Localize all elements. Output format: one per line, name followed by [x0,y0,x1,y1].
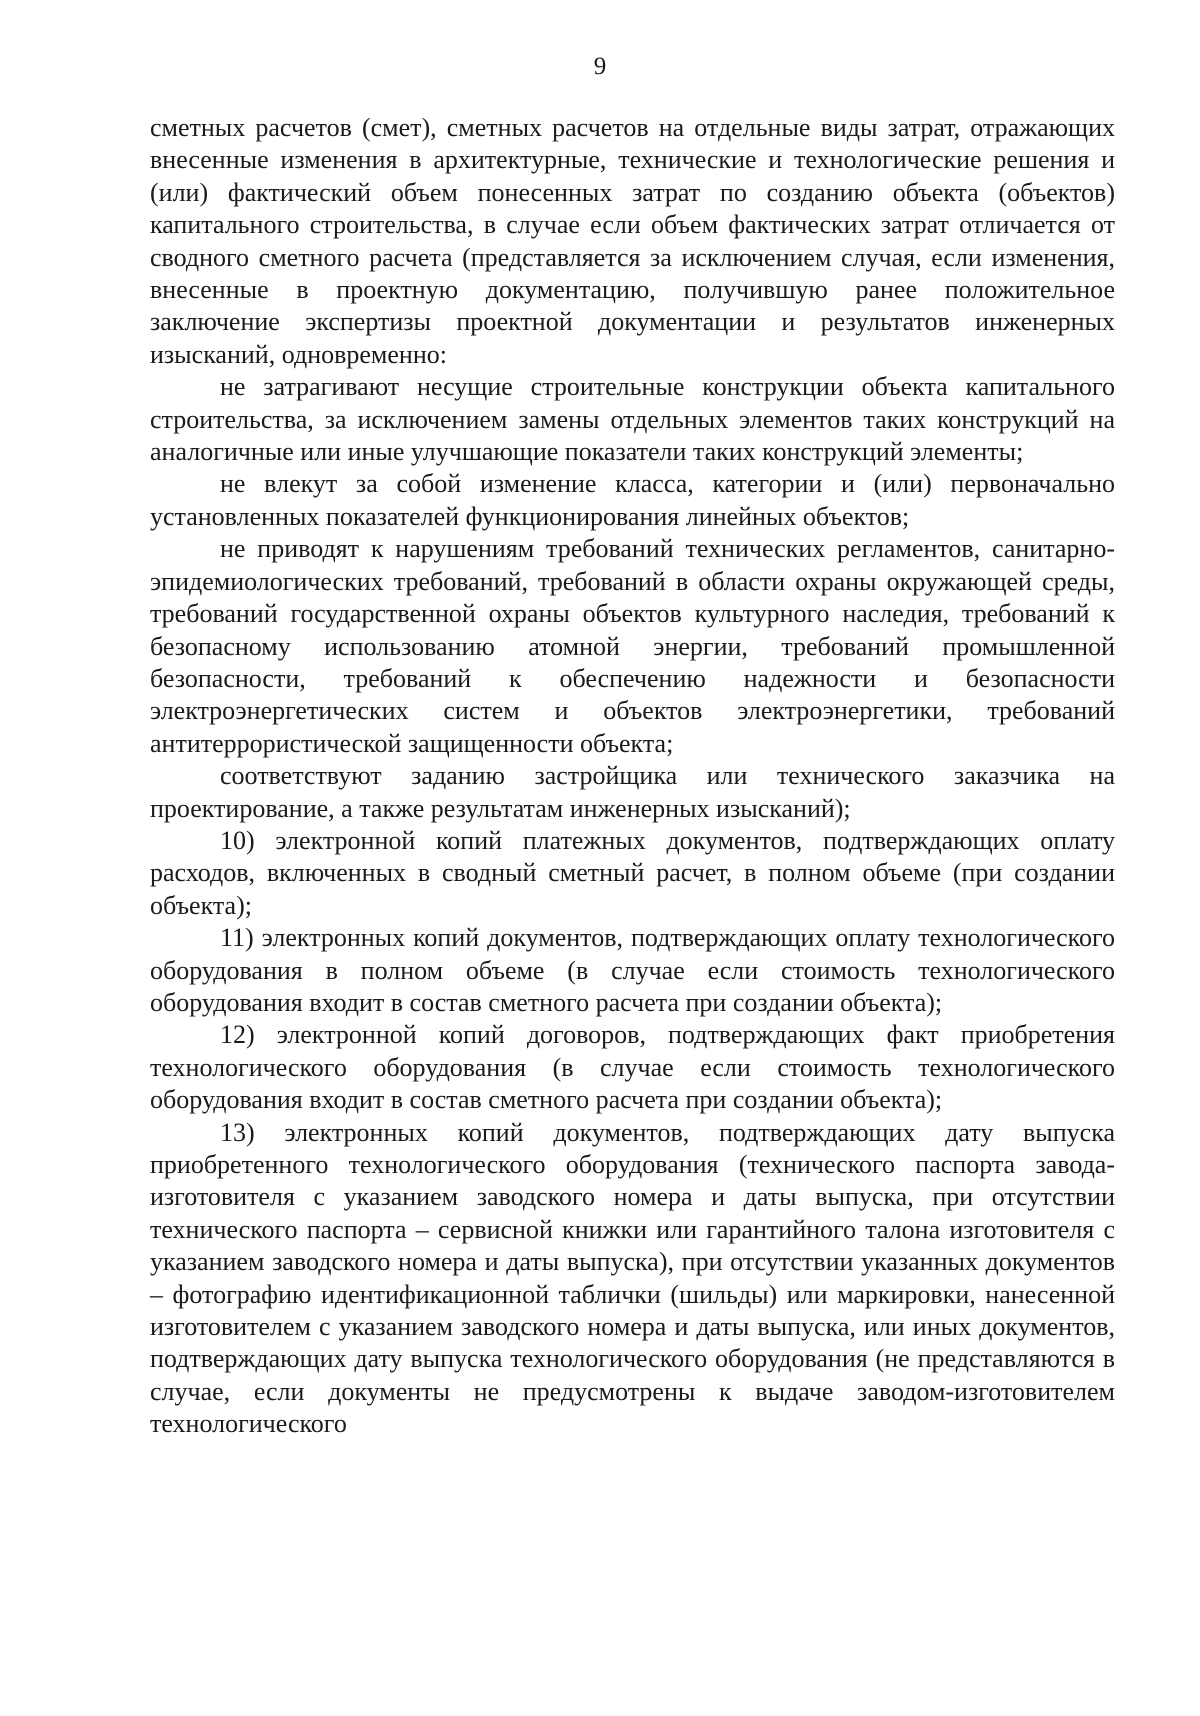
paragraph-requirements-violations: не приводят к нарушениям требований технических регламентов, санитарно-эпидемиологических требований, требований в области охраны окружающей среды, требований государственной охраны объектов культурного наследия, требований к безопасному использованию атомной энергии, требований промышленной безопасности, требований к обеспечению надежности и безопасности электроэнергетических систем и объектов электроэнергетики, требований антитеррористической защищенности объекта; [150,534,1115,758]
list-item-12: 12) электронной копий договоров, подтверждающих факт приобретения технологического оборудования (в случае если стоимость технологического оборудования входит в состав сметного расчета при создании объекта); [150,1020,1115,1115]
paragraph-design-assignment: соответствуют заданию застройщика или технического заказчика на проектирование, а также результатам инженерных изысканий); [150,761,1115,823]
page-number: 9 [593,53,607,80]
document-body [150,112,1115,1441]
list-item-10: 10) электронной копий платежных документов, подтверждающих оплату расходов, включенных в сводный сметный расчет, в полном объеме (при создании объекта); [150,825,1115,920]
paragraph-estimates: сметных расчетов (смет), сметных расчетов на отдельные виды затрат, отражающих внесенные изменения в архитектурные, технические и технологические решения и (или) фактический объем понесенных затрат по созданию объекта (объектов) капитального строительства, в случае если объем фактических затрат отличается от сводного сметного расчета (представляется за исключением случая, если изменения, внесенные в проектную документацию, получившую ранее положительное заключение экспертизы проектной документации и результатов инженерных изысканий, одновременно: [150,113,1115,369]
list-item-11: 11) электронных копий документов, подтверждающих оплату технологического оборудования в полном объеме (в случае если стоимость технологического оборудования входит в состав сметного расчета при создании объекта); [150,923,1115,1017]
paragraph-load-bearing-structures: не затрагивают несущие строительные конструкции объекта капитального строительства, за исключением замены отдельных элементов таких конструкций на аналогичные или иные улучшающие показатели таких конструкций элементы; [150,372,1115,467]
paragraph-linear-objects: не влекут за собой изменение класса, категории и (или) первоначально установленных показателей функционирования линейных объектов; [150,469,1115,531]
list-item-13: 13) электронных копий документов, подтверждающих дату выпуска приобретенного технологического оборудования (технического паспорта завода-изготовителя с указанием заводского номера и даты выпуска, при отсутствии технического паспорта – сервисной книжки или гарантийного талона изготовителя с указанием заводского номера и даты выпуска), при отсутствии указанных документов – фотографию идентификационной таблички (шильды) или маркировки, нанесенной изготовителем с указанием заводского номера и даты выпуска, или иных документов, подтверждающих дату выпуска технологического оборудования (не представляются в случае, если документы не предусмотрены к выдаче заводом-изготовителем технологического [150,1117,1115,1439]
